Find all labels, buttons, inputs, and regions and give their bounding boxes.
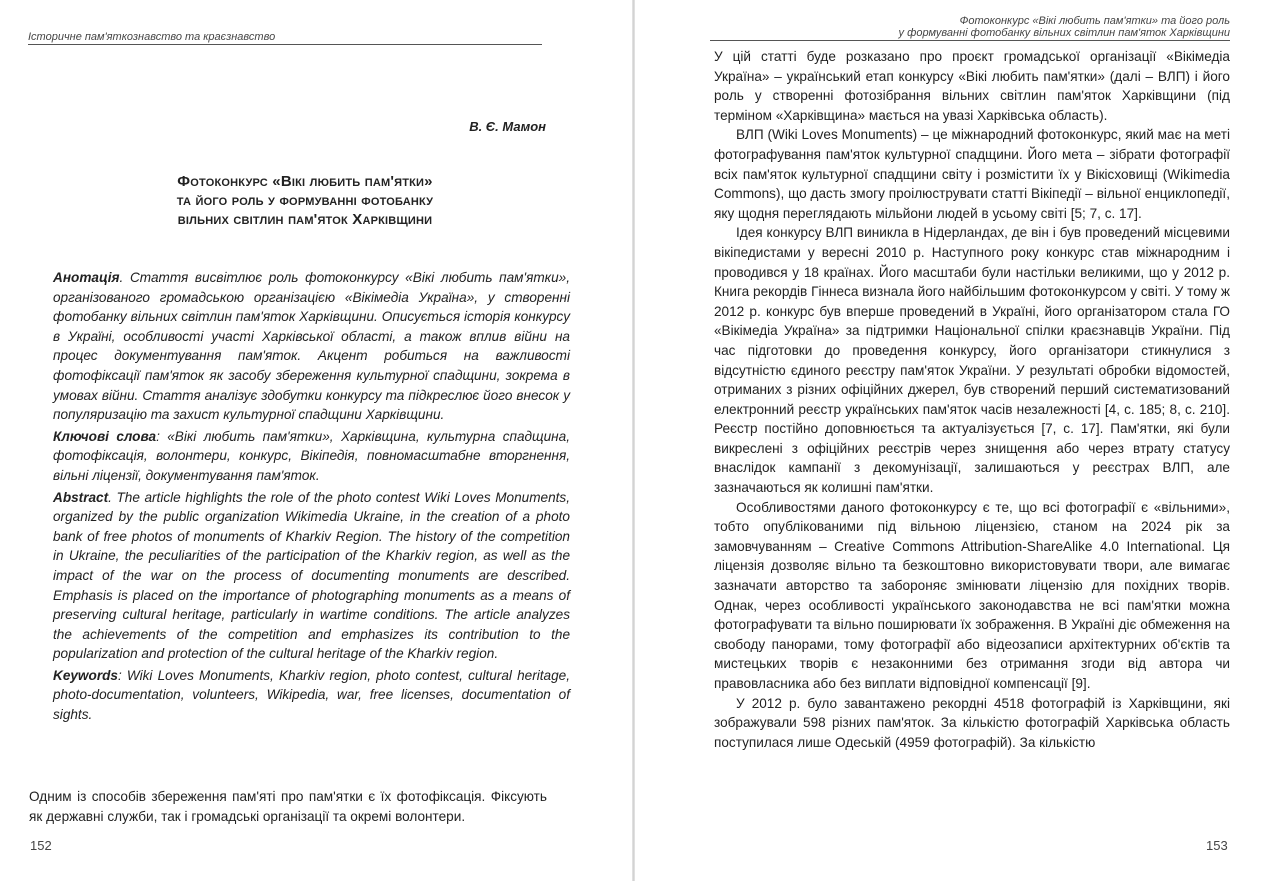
keywords-ua-label: Ключові слова (53, 428, 157, 444)
abstract-en (53, 488, 570, 664)
running-header-left: Історичне пам'яткознавство та краєзнавство (28, 31, 542, 45)
running-header-line: Фотоконкурс «Вікі любить пам'ятки» та його роль (959, 15, 1230, 27)
abstract-text: . The article highlights the role of the photo contest Wiki Loves Monuments, organized by the public organization Wikimedia Ukraine, in the creation of a photo bank of free photos of monuments of Kharkiv Region. The history of the competition in Ukraine, the peculiarities of the participation of the Kharkiv region, as well as the impact of the war on the process of documenting monuments are described. Emphasis is placed on the importance of photographing monuments as a means of preserving cultural heritage, particularly in wartime conditions. The article analyzes the achievements of the competition and emphasizes its contribution to the popularization and protection of the cultural heritage of the Kharkiv region. (53, 489, 570, 662)
running-header-line: у формуванні фотобанку вільних світлин пам'яток Харківщини (898, 27, 1230, 39)
left-page (0, 0, 633, 881)
paragraph: Особливостями даного фотоконкурсу є те, що всі фотографії є «вільними», тобто опублікованими під вільною ліцензією, станом на 2024 рік за замовчуванням – Creative Commons Attribution-ShareAlike 4.0 International. Ця ліцензія дозволяє вільно та безкоштовно використовувати твори, але вимагає зазначати авторство та забороняє змінювати ліцензію для похідних творів. Однак, через особливості українського законодавства не всі пам'ятки можна фотографувати та вільно поширювати їх зображення. В Україні діє обмеження на свободу панорами, тому фотографії або відеозаписи архітектурних об'єктів та мистецьких творів є незаконними без отримання згоди від автора чи правовласника або без виплати відповідної компенсації [9]. (714, 499, 1230, 691)
paragraph: У 2012 р. було завантажено рекордні 4518 фотографій із Харківщини, які зображували 598 різних пам'яток. За кількістю фотографій Харківська область поступилася лише Одеській (4959 фотографій). За кількістю (714, 695, 1230, 750)
title-line: Фотоконкурс «Вікі любить пам'ятки» (177, 173, 433, 190)
paragraph: Ідея конкурсу ВЛП виникла в Нідерландах, де він і був проведений місцевими вікіпедистами у вересні 2010 р. Наступного року конкурс став міжнародним і проводився у 18 країнах. Його масштаби були настільки великими, що у 2012 р. Книга рекордів Гіннеса визнала його найбільшим фотоконкурсом у світі. У тому ж 2012 р. конкурс був вперше проведений в Україні, його організатором стала ГО «Вікімедіа Україна» за підтримки Національної спілки краєзнавців України. Під час підготовки до проведення конкурсу, його організатори стикнулися з відсутністю єдиного реєстру пам'яток України. У результаті обробки відомостей, отриманих з різних офіційних джерел, був створений перший систематизований електронний реєстр українських пам'яток часів незалежності [4, с. 185; 8, с. 210]. Реєстр постійно доповнюється та актуалізується [7, с. 17]. Пам'ятки, які були викреслені з офіційних реєстрів через знищення або через втрату статусу внаслідок кампанії з декомунізації, залишаються у реєстрах ВЛП, але зазначаються як колишні пам'ятки. (714, 225, 1230, 496)
annotation-text: . Стаття висвітлює роль фотоконкурсу «Вікі любить пам'ятки», організованого громадською організацією «Вікімедіа Україна», у створенні фотобанку вільних світлин пам'яток Харківщини. Описується історія конкурсу в Україні, особливості участі Харківської області, а також вплив війни на процес документування пам'яток. Акцент робиться на важливості фотофіксації пам'яток як засобу збереження культурної спадщини, зокрема в умовах війни. Стаття аналізує здобутки конкурсу та підкреслює його внесок у популяризацію та захист культурної спадщини Харківщини. (53, 270, 570, 423)
page-number-right: 153 (1206, 838, 1228, 853)
body-text-left (29, 787, 547, 826)
article-title (75, 172, 535, 229)
abstract-block (53, 268, 570, 727)
title-line: та його роль у формуванні фотобанку (176, 192, 434, 209)
running-header-right (710, 15, 1230, 41)
paragraph: У цій статті буде розказано про проєкт громадської організації «Вікімедіа Україна» – український етап конкурсу «Вікі любить пам'ятки» (далі – ВЛП) і його роль у створенні фотозібрання вільних світлин пам'яток Харківщини (під терміном «Харківщина» мається на увазі Харківська область). (714, 49, 1230, 123)
keywords-ua-text: : «Вікі любить пам'ятки», Харківщина, культурна спадщина, фотофіксація, волонтери, конкурс, Вікіпедія, повномасштабне вторгнення, вільні ліцензії, документування пам'яток. (53, 428, 570, 483)
annotation-label: Анотація (53, 270, 120, 285)
title-line: вільних світлин пам'яток Харківщини (177, 211, 433, 228)
annotation-ua (53, 268, 570, 425)
keywords-en-text: : Wiki Loves Monuments, Kharkiv region, photo contest, cultural heritage, photo-documentation, volunteers, Wikipedia, war, free licenses, documentation of sights. (53, 667, 570, 723)
keywords-en (53, 666, 570, 725)
keywords-ua (53, 427, 570, 486)
author-name: В. Є. Мамон (469, 119, 546, 134)
keywords-en-label: Keywords (53, 667, 118, 683)
paragraph: ВЛП (Wiki Loves Monuments) – це міжнародний фотоконкурс, який має на меті фотографування пам'яток культурної спадщини. Його мета – зібрати фотографії всіх пам'яток культурної спадщини світу і розмістити їх у Вікісховищі (Wikimedia Commons), що дасть змогу проілюструвати статті Вікіпедії – вільної енциклопедії, яку щодня переглядають мільйони людей в усьому світі [5; 7, с. 17]. (714, 127, 1230, 221)
paragraph: Одним із способів збереження пам'яті про пам'ятки є їх фотофіксація. Фіксують як державні служби, так і громадські організації та окремі волонтери. (29, 789, 547, 824)
page-number-left: 152 (30, 838, 52, 853)
abstract-label: Abstract (53, 489, 109, 505)
body-text-right (714, 47, 1230, 752)
